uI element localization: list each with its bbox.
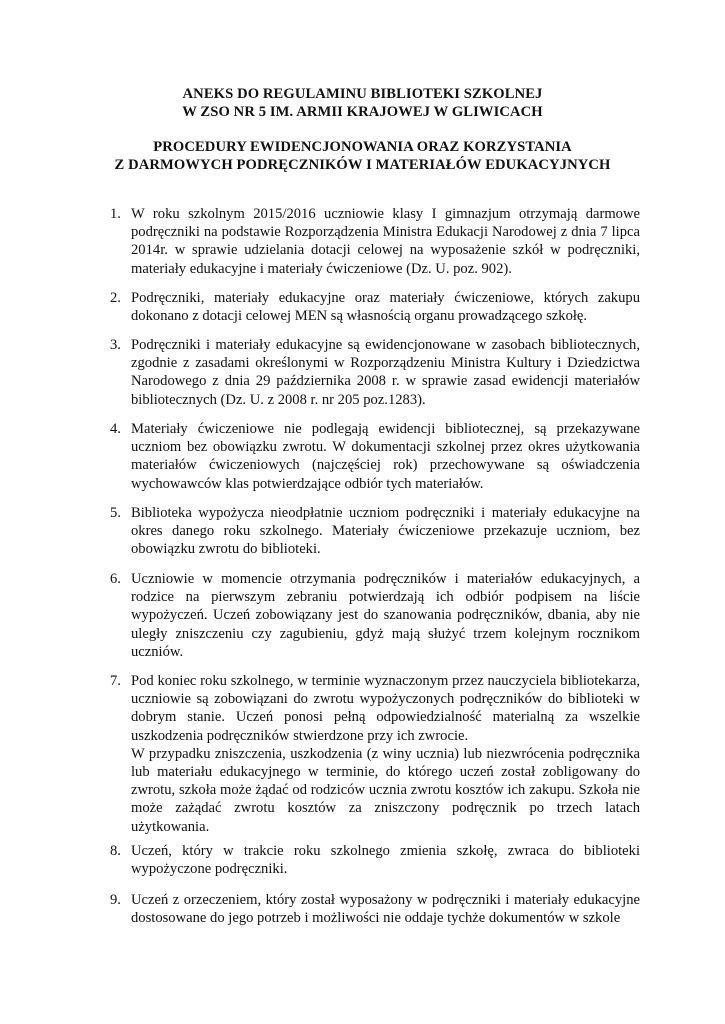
- list-item-9: [110, 891, 640, 927]
- document-subtitle: [0, 138, 725, 174]
- item-number: 8.: [110, 843, 121, 859]
- list-item-8: [110, 842, 640, 878]
- list-item-2: [110, 289, 640, 325]
- item-text: Uczeń z orzeczeniem, który został wyposażony w podręczniki i materiały edukacyjne dostosowane do jego potrzeb i możliwości nie oddaje tychże dokumentów w szkole: [131, 892, 640, 927]
- item-number: 2.: [110, 290, 121, 306]
- subtitle-line-1: PROCEDURY EWIDENCJONOWANIA ORAZ KORZYSTANIA: [153, 139, 572, 155]
- item-number: 9.: [110, 892, 121, 908]
- document-title: [0, 85, 725, 121]
- item-text: Podręczniki, materiały edukacyjne oraz materiały ćwiczeniowe, których zakupu dokonano z dotacji celowej MEN są własnością organu prowadzącego szkołę.: [131, 290, 640, 325]
- item-number: 6.: [110, 571, 121, 587]
- item-number: 4.: [110, 421, 121, 437]
- item-text: Materiały ćwiczeniowe nie podlegają ewidencji bibliotecznej, są przekazywane uczniom bez obowiązku zwrotu. W dokumentacji szkolnej przez okres użytkowania materiałów ćwiczeniowych (najczęściej rok) przechowywane są oświadczenia wychowawców klas potwierdzające odbiór tych materiałów.: [131, 421, 640, 492]
- list-item-1: [110, 205, 640, 278]
- item-text: Biblioteka wypożycza nieodpłatnie uczniom podręczniki i materiały edukacyjne na okres danego roku szkolnego. Materiały ćwiczeniowe przekazuje uczniom, bez obowiązku zwrotu do biblioteki.: [131, 505, 640, 558]
- subtitle-line-2: Z DARMOWYCH PODRĘCZNIKÓW I MATERIAŁÓW EDUKACYJNYCH: [114, 157, 611, 173]
- item-text: Pod koniec roku szkolnego, w terminie wyznaczonym przez nauczyciela bibliotekarza, uczniowie są zobowiązani do zwrotu wypożyczonych podręczników do biblioteki w dobrym stanie. Uczeń ponosi pełną odpowiedzialność materialną za wszelkie uszkodzenia podręczników stwierdzone przy ich zwrocie.: [131, 673, 640, 744]
- list-item-7: [110, 672, 640, 836]
- list-item-5: [110, 504, 640, 559]
- list-item-3: [110, 336, 640, 409]
- list-item-6: [110, 570, 640, 661]
- item-text: W roku szkolnym 2015/2016 uczniowie klasy I gimnazjum otrzymają darmowe podręczniki na podstawie Rozporządzenia Ministra Edukacji Narodowej z dnia 7 lipca 2014r. w sprawie udzielania dotacji celowej na wyposażenie szkół w podręczniki, materiały edukacyjne i materiały ćwiczeniowe (Dz. U. poz. 902).: [131, 206, 640, 277]
- title-line-2: W ZSO NR 5 IM. ARMII KRAJOWEJ W GLIWICACH: [182, 104, 543, 120]
- item-number: 5.: [110, 505, 121, 521]
- item-text: Uczeń, który w trakcie roku szkolnego zmienia szkołę, zwraca do biblioteki wypożyczone podręczniki.: [131, 843, 640, 878]
- item-text-continued: W przypadku zniszczenia, uszkodzenia (z winy ucznia) lub niezwrócenia podręcznika lub materiału edukacyjnego w terminie, do którego uczeń został zobligowany do zwrotu, szkoła może żądać od rodziców ucznia zwrotu kosztów ich zakupu. Szkoła nie może zażądać zwrotu kosztów za zniszczony podręcznik po trzech latach użytkowania.: [131, 745, 640, 835]
- list-item-4: [110, 420, 640, 493]
- item-text: Uczniowie w momencie otrzymania podręczników i materiałów edukacyjnych, a rodzice na pierwszym zebraniu potwierdzają ich odbiór podpisem na liście wypożyczeń. Uczeń zobowiązany jest do szanowania podręczników, dbania, aby nie uległy zniszczeniu czy zagubieniu, gdyż mają służyć trzem kolejnym rocznikom uczniów.: [131, 571, 640, 660]
- title-line-1: ANEKS DO REGULAMINU BIBLIOTEKI SZKOLNEJ: [182, 86, 543, 102]
- item-text: Podręczniki i materiały edukacyjne są ewidencjonowane w zasobach bibliotecznych, zgodnie z zasadami określonymi w Rozporządzeniu Ministra Kultury i Dziedzictwa Narodowego z dnia 29 października 2008 r. w sprawie zasad ewidencji materiałów bibliotecznych (Dz. U. z 2008 r. nr 205 poz.1283).: [131, 337, 640, 408]
- item-number: 3.: [110, 337, 121, 353]
- item-number: 7.: [110, 673, 121, 689]
- item-number: 1.: [110, 206, 121, 222]
